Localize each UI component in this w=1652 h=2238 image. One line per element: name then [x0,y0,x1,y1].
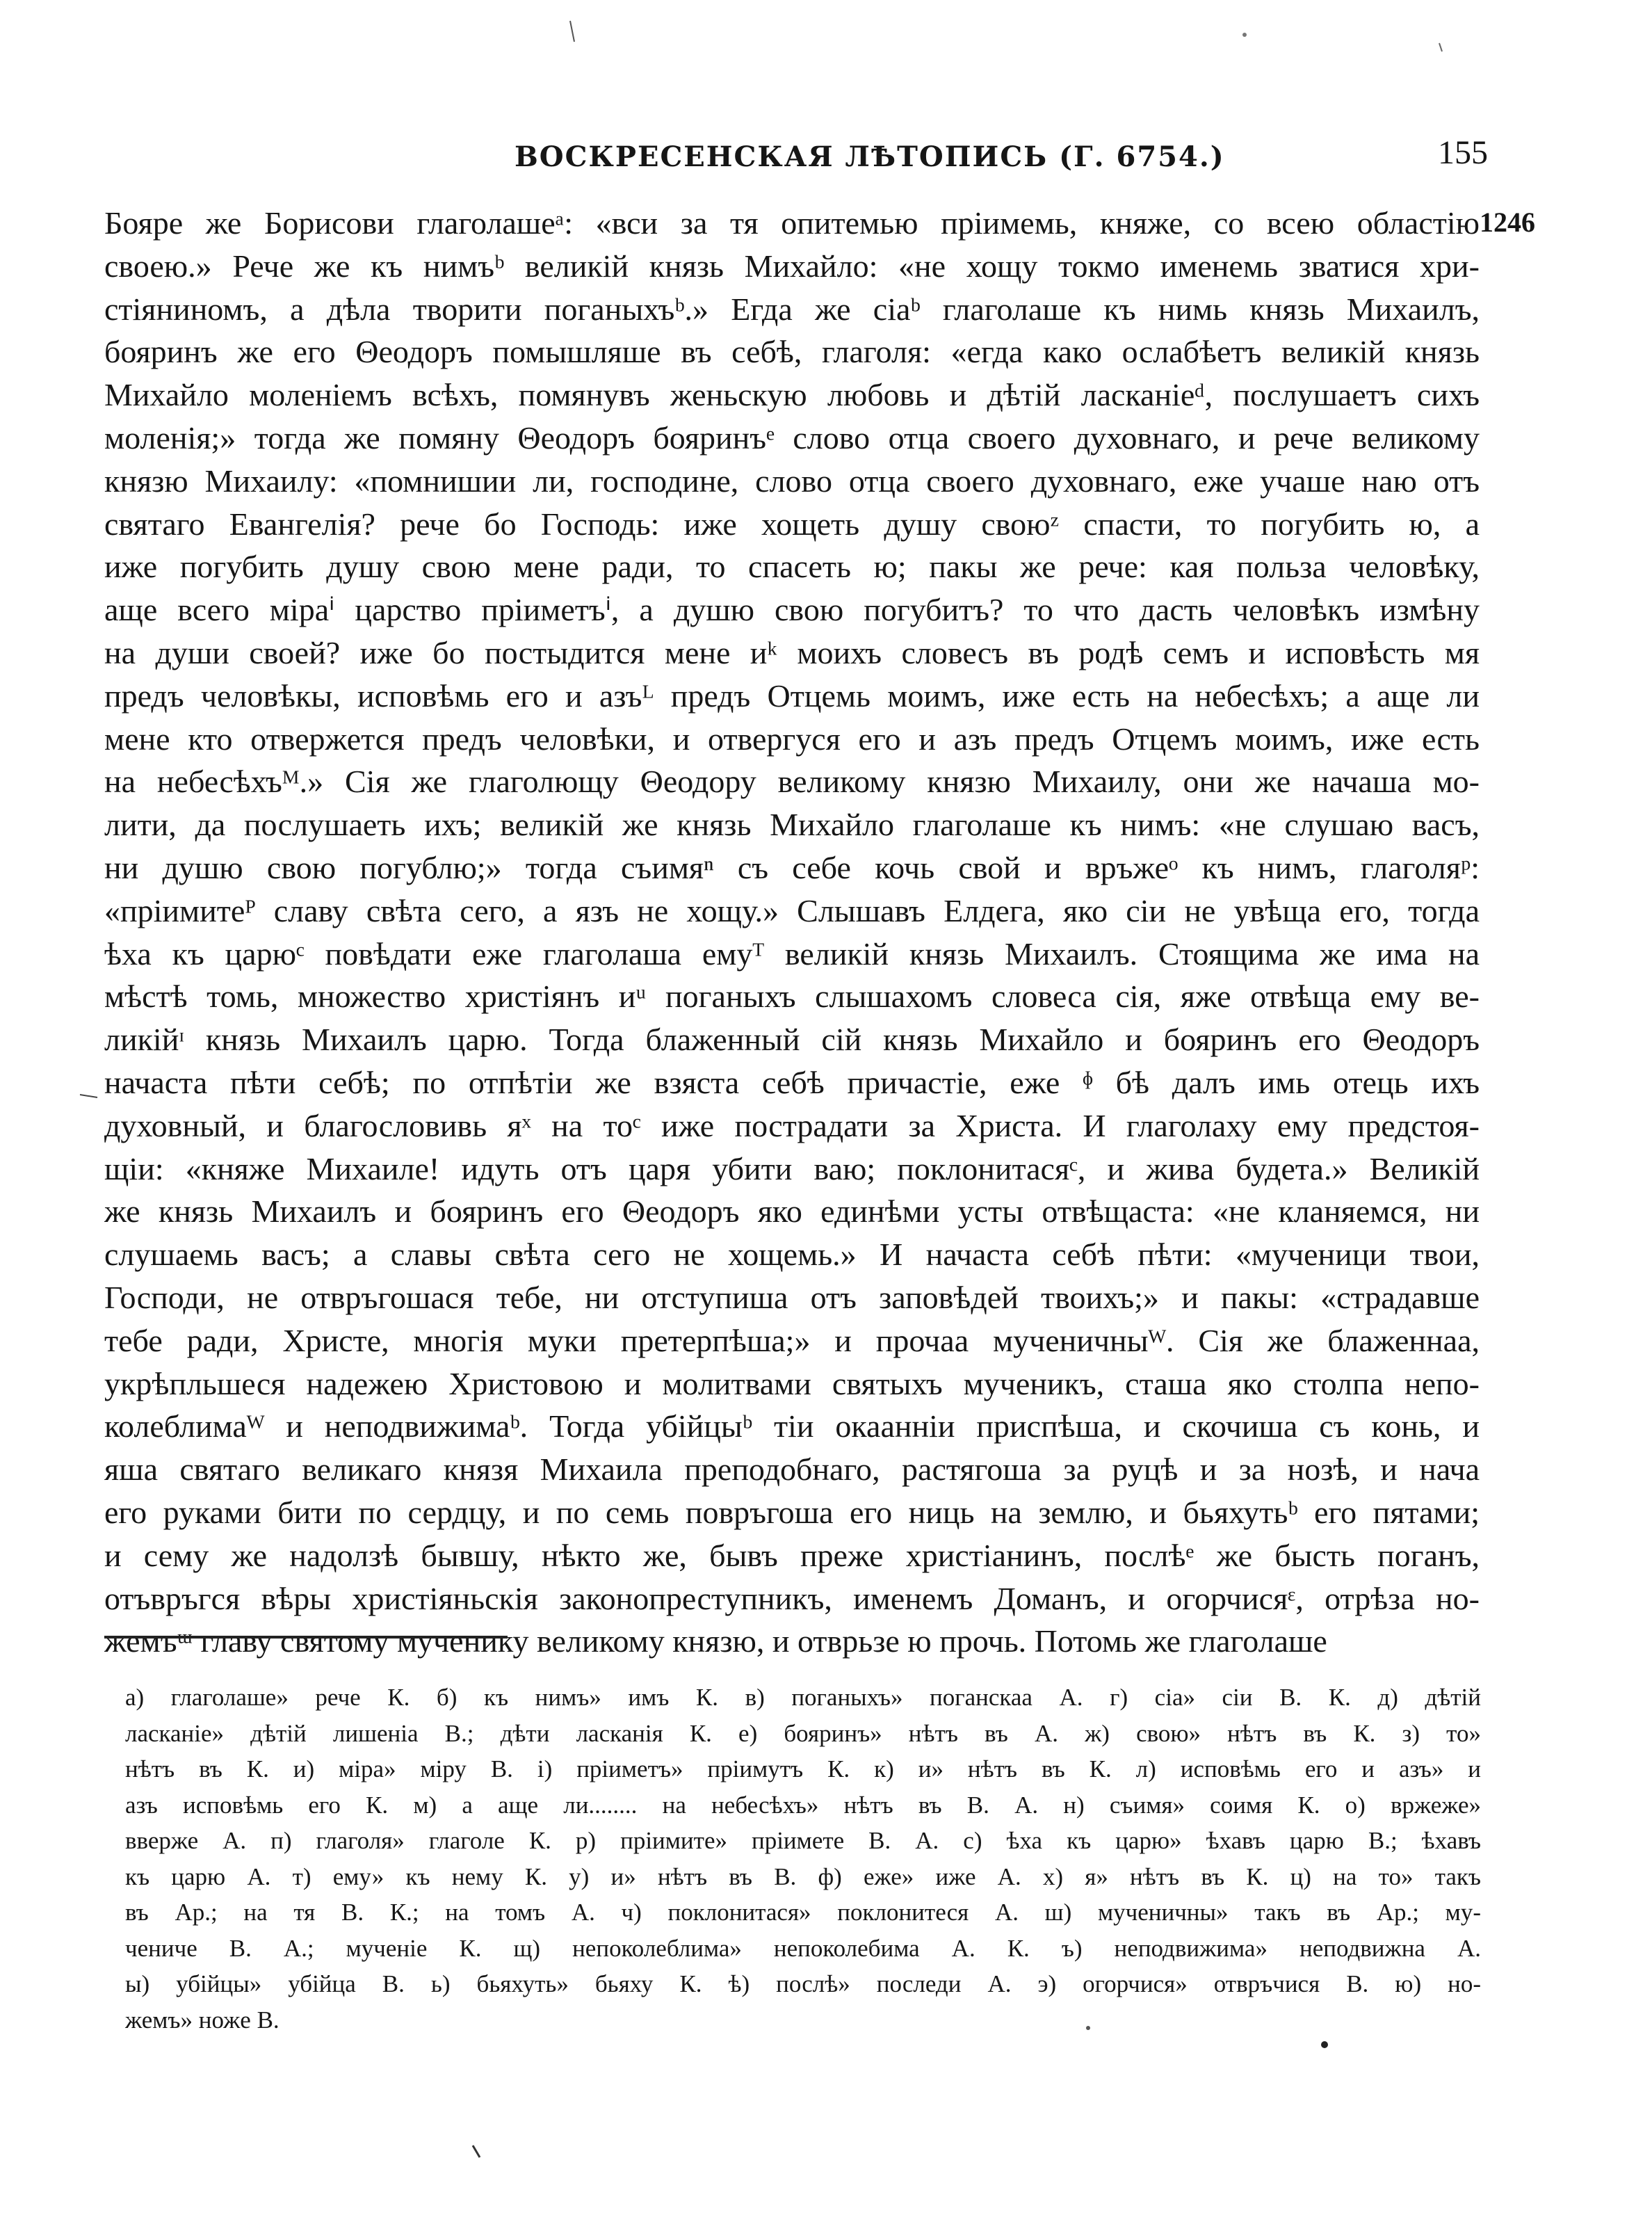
text-line: моленія;» тогда же помяну Θеодоръ бояринъᵉ слово отца своего духовнаго, и рече великому [104,419,1480,456]
footnote-line: нѣтъ въ К. и) міра» міру В. і) пріиметъ» пріимутъ К. к) и» нѣтъ въ К. л) исповѣмь его и азъ» и [125,1755,1481,1782]
text-line: на небесѣхъᴹ.» Сія же глаголющу Θеодору великому князю Михаилу, они же начаша мо- [104,764,1480,800]
text-line: начаста пѣти себѣ; по отпѣтіи же взяста себѣ причастіе, еже ᶲ бѣ далъ имь отець ихъ [104,1064,1480,1100]
text-line: колеблимаᵂ и неподвижимаᵇ. Тогда убійцыᵇ тіи окааннiи приспѣша, и скочиша съ конь, и [104,1408,1480,1444]
text-line: мене кто отвержется предъ человѣки, и отвергуся его и азъ предъ Отцемъ моимъ, иже есть [104,720,1480,757]
text-line: иже погубить душу свою мене ради, то спасеть ю; пакы же рече: кая польза человѣку, [104,549,1480,585]
speck-mark [80,1095,97,1097]
text-line: святаго Евангелія? рече бо Господь: иже хощеть душу своюᶻ спасти, то погубить ю, а [104,506,1480,542]
running-title: ВОСКРЕСЕНСКАЯ ЛѢТОПИСЬ (Г. 6754.) [515,140,1225,173]
footnote-line: ы) убійцы» убійца В. ь) бьяхуть» бьяху К. ѣ) послѣ» последи А. э) огорчися» отвръчися В. ю) но- [125,1970,1481,1997]
speck-mark [1439,43,1442,51]
text-line: щіи: «княже Михаиле! идуть отъ царя убити ваю; поклонитасяᶜ, и жива будета.» Великій [104,1150,1480,1186]
footnote-line: а) глаголаше» рече К. б) къ нимъ» имъ К. в) поганыхъ» поганскаа А. г) сіа» сіи В. К. д) дѣтій [125,1684,1481,1711]
text-line: бояринъ же его Θеодоръ помышляше въ себѣ, глаголя: «егда како ослабѣетъ великій князь [104,334,1480,370]
text-line: Михайло моленіемъ всѣхъ, помянувъ женьскую любовь и дѣтій ласканіеᵈ, послушаетъ сихъ [104,377,1480,413]
text-line: духовный, и благословивь яˣ на тоᶜ иже пострадати за Христа. И глаголаху ему предстоя- [104,1107,1480,1143]
text-line: же князь Михаилъ и бояринъ его Θеодоръ яко единѣми усты отвѣщаста: «не кланяемся, ни [104,1193,1480,1230]
speck-mark [1321,2041,1328,2048]
margin-year: 1246 [1480,207,1535,238]
text-line: тебе ради, Христе, многія муки претерпѣша;» и прочаа мученичныᵂ. Сія же блаженнаа, [104,1322,1480,1358]
footnote-line: чениче В. А.; мученіе К. щ) непоколеблима» непоколебима А. К. ъ) неподвижима» неподвижна А. [125,1934,1481,1962]
speck-mark [473,2146,480,2157]
text-line: аще всего міраⁱ царство пріиметъⁱ, а душю свою погубитъ? то что дасть человѣкъ измѣну [104,592,1480,628]
text-line: ни душю свою погублю;» тогда съимяⁿ съ себе кочь свой и връжеᵒ къ нимъ, глаголяᵖ: [104,849,1480,885]
footnote-line: азъ исповѣмь его К. м) а аще ли........ на небесѣхъ» нѣтъ въ В. А. н) съимя» соимя К. о) вржеже» [125,1791,1481,1819]
footnote-line: ласканіе» дѣтій лишеніа В.; дѣти ласканія К. е) бояринъ» нѣтъ въ А. ж) свою» нѣтъ въ К. з) то» [125,1719,1481,1747]
text-line: жемъᵚ главу святому мученику великому князю, и отврьзе ю прочь. Потомь же глаголаше [104,1623,1327,1659]
text-line: укрѣпльшеся надежею Христовою и молитвами святыхъ мученикъ, сташа яко столпа непо- [104,1365,1480,1401]
speck-mark [570,21,574,42]
text-line: предъ человѣкы, исповѣмь его и азъᴸ предъ Отцемь моимъ, иже есть на небесѣхъ; а аще ли [104,677,1480,714]
text-line: стіяниномъ, а дѣла творити поганыхъᵇ.» Егда же сіаᵇ глаголаше къ нимь князь Михаилъ, [104,291,1480,327]
footnote-line: въ Ар.; на тя В. К.; на томъ А. ч) поклонитася» поклонитеся А. ш) мученичны» такъ въ Ар.; му- [125,1899,1481,1926]
text-line: Бояре же Борисови глаголашеᵃ: «вси за тя опитемью пріимемь, княже, со всею областію [104,205,1480,241]
text-line: Господи, не отвръгошася тебе, ни отступиша отъ заповѣдей твоихъ;» и пакы: «страдавше [104,1279,1480,1315]
text-line: князю Михаилу: «помнишии ли, господине, слово отца своего духовнаго, еже учаше наю отъ [104,462,1480,499]
text-line: и сему же надолзѣ бывшу, нѣкто же, бывъ преже христіанинъ, послѣᵉ же бысть поганъ, [104,1537,1480,1573]
footnote-line: вверже А. п) глаголя» глаголе К. р) пріимите» пріимете В. А. с) ѣха къ царю» ѣхавъ царю В.; ѣхавъ [125,1827,1481,1854]
text-line: «пріимитеᴾ славу свѣта сего, а язъ не хощу.» Слышавъ Елдега, яко сіи не увѣща его, тогда [104,892,1480,928]
text-line: своею.» Рече же къ нимъᵇ великій князь Михайло: «не хощу токмо именемь зватися хри- [104,248,1480,284]
text-line: на души своей? иже бо постыдится мене иᵏ моихъ словесъ въ родѣ семъ и исповѣсть мя [104,634,1480,670]
text-line: его руками бити по сердцу, и по семь повръгоша его ниць на землю, и бьяхутьᵇ его пятами; [104,1494,1480,1530]
footnote-line: жемъ» ножe В. [125,2006,280,2034]
speck-mark [1086,2026,1090,2030]
speck-mark [1242,33,1247,37]
text-line: мѣстѣ томь, множество христіянъ иᵘ поганыхъ слышахомъ словеса сія, яже отвѣща ему ве- [104,979,1480,1015]
text-line: ликійᶦ князь Михаилъ царю. Тогда блаженный сій князь Михайло и бояринъ его Θеодоръ [104,1022,1480,1058]
text-line: ѣха къ царюᶜ повѣдати еже глаголаша емуᵀ великій князь Михаилъ. Стоящима же има на [104,935,1480,972]
text-line: лити, да послушаеть ихъ; великій же князь Михайло глаголаше къ нимъ: «не слушаю васъ, [104,807,1480,843]
text-line: яша святаго великаго князя Михаила преподобнаго, растягоша за руцѣ и за нозѣ, и нача [104,1451,1480,1488]
text-line: слушаемь васъ; а славы свѣта сего не хощемь.» И начаста себѣ пѣти: «мученици твои, [104,1237,1480,1273]
page-number: 155 [1438,134,1488,171]
footnote-line: къ царю А. т) ему» къ нему К. у) и» нѣтъ въ В. ф) еже» иже А. х) я» нѣтъ въ К. ц) на то» такъ [125,1862,1481,1890]
text-line: отъвръгся вѣры христіяньскія законопреступникъ, именемъ Доманъ, и огорчисяᵋ, отрѣза но- [104,1580,1480,1616]
